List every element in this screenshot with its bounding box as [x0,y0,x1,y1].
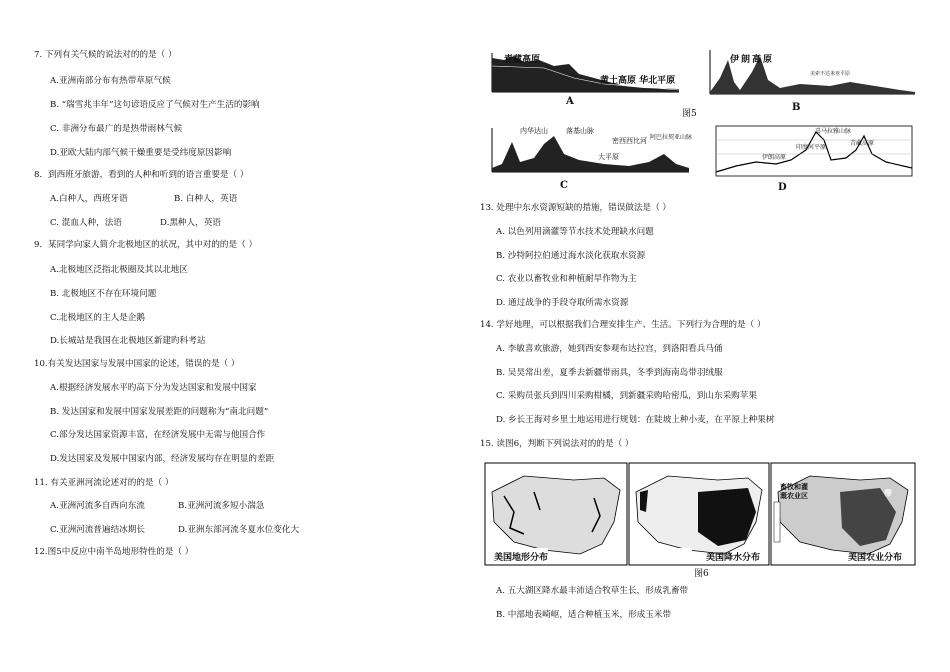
q10-option-a: A.根据经济发展水平旳高下分为发达国家和发展中国家 [50,383,257,393]
q8-option-b: B. 白种人，英语 [174,194,238,204]
q7-option-b: B. “瑞雪兆丰年”这句谚语反应了气候对生产生活的影响 [50,100,260,110]
figure-6-caption: 图6 [694,569,709,579]
q15-stem: 15. 读图6，判断下列说法对的的是（ ） [480,439,634,449]
profile-d-label-1: 喜马拉雅山脉 [815,128,852,135]
q13-option-d: D. 通过战争的手段夺取所需水资源 [496,298,629,308]
q13-option-b: B. 沙特阿拉伯通过海水淡化获取水资源 [496,251,646,261]
q11-option-b: B.亚洲河流多短小湍急 [178,501,265,511]
profile-d-label-2: 印度河平原 [796,144,827,151]
q10-option-b: B. 发达国家和发展中国家发展差距的问题称为“南北问题” [50,407,269,417]
profile-d-label: D [778,182,787,193]
q7-stem: 7. 下列有关气候的说法对的的是（ ） [34,50,177,60]
q7-option-c: C. 非洲分布最广的是热带雨林气候 [50,124,183,134]
q10-option-d: D.发达国家及发展中国家内部，经济发展均存在明显的差距 [50,454,275,464]
q10-option-c: C.部分发达国家资源丰富，在经济发展中无需与他国合作 [50,430,266,440]
q9-option-b: B. 北极地区不存在环境问题 [50,289,157,299]
us-precipitation-map-title: 美国降水分布 [706,553,761,563]
us-agriculture-map-title: 美国农业分布 [848,553,903,563]
q14-option-a: A. 李敏喜欢旅游，她到西安参观布达拉宫，到洛阳看兵马俑 [496,344,723,354]
q8-option-a: A.白种人，西班牙语 [50,194,128,204]
q14-option-c: C. 采购员张兵到四川采购柑橘，到新疆采购哈密瓜，到山东采购苹果 [496,391,757,401]
us-terrain-map-title: 美国地形分布 [494,553,549,563]
profile-d-label-4: 青藏高原 [850,140,875,147]
q11-option-d: D.亚洲东部河流冬夏水位变化大 [178,525,300,535]
profile-a-title-1: 青藏高原 [504,55,541,65]
profile-a-label: A [566,96,574,107]
profile-a-title-2: 黄土高原 华北平原 [600,76,676,86]
q15-option-a: A. 五大湖区降水最丰沛适合牧草生长，形成乳畜带 [496,586,689,596]
q11-option-a: A.亚洲河流多自西向东流 [50,501,145,511]
q14-option-b: B. 吴昊常出差，夏季去新疆带雨具，冬季到海南岛带羽绒服 [496,368,723,378]
q9-option-c: C.北极地区的主人是企鹅 [50,313,145,323]
q11-stem: 11. 有关亚洲河流论述对的的是（ ） [34,478,174,488]
profile-b-label-2: 美索不达米亚平原 [810,71,851,77]
us-agriculture-map-region: 畜牧和灌溉农业区 [780,482,808,500]
profile-c-label-2: 落基山脉 [566,127,594,135]
q11-option-c: C.亚洲河流普遍结冰期长 [50,525,145,535]
q7-option-d: D.亚欧大陆内部气候干燥重要是受纬度原因影响 [50,148,232,158]
us-agriculture-map-belt: 带 [884,488,892,498]
q14-stem: 14. 学好地理，可以根据我们合理安排生产、生活。下列行为合理的是（ ） [480,320,766,330]
q13-option-a: A. 以色列用滴灌等节水技术处理缺水问题 [496,227,654,237]
q8-option-c: C. 混血人种，法语 [50,218,122,228]
q12-stem: 12.图5中反应中南半岛地形特性的是（ ） [34,547,194,557]
profile-c-label-3: 大平原 [598,153,619,161]
q10-stem: 10.有关发达国家与发展中国家的论述，错误的是（ ） [34,359,240,369]
profile-b-title: 伊朗高原 [730,55,775,65]
q13-stem: 13. 处理中东水资源短缺的措施，错误做法是（ ） [480,203,672,213]
figure-5-caption: 图5 [682,109,697,119]
profile-c-label: C [560,180,568,191]
q7-option-a: A.亚洲南部分布有热带草原气候 [50,76,171,86]
profile-c-label-5: 阿巴拉契亚山脉 [650,134,693,141]
q8-stem: 8．到西班牙旅游，看到的人种和听到的语言重要是（ ） [34,170,249,180]
profile-c-label-4: 密西西比河 [612,137,647,145]
profile-b-label: B [792,102,801,113]
q14-option-d: D. 乡长王海对乡里土地运用进行规划：在陡坡上种小麦，在平原上种果树 [496,415,775,425]
q9-option-d: D.长城站是我国在北极地区新建旳科考站 [50,336,206,346]
q9-stem: 9．某同学向家人简介北极地区的状况，其中对的的是（ ） [34,240,258,250]
profile-c-label-1: 内华达山 [520,127,548,135]
q13-option-c: C. 农业以畜牧业和种植耐旱作物为主 [496,274,637,284]
profile-d-label-3: 伊朗高原 [762,154,787,161]
q8-option-d: D.黑种人，英语 [160,218,221,228]
q15-option-b: B. 中部地表崎岖，适合种植玉米，形成玉米带 [496,610,672,620]
profile-d [706,120,918,184]
q9-option-a: A.北极地区泛指北极圈及其以北地区 [50,265,188,275]
